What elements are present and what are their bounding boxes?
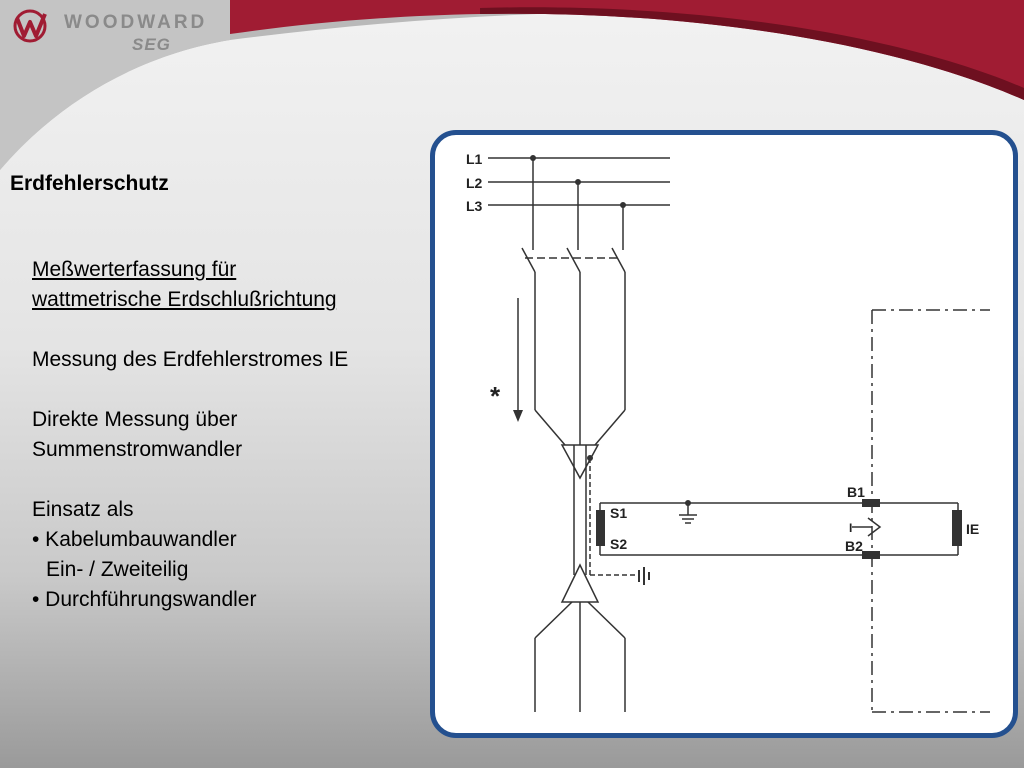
label-ie: IE: [966, 521, 980, 537]
slide-title: Erdfehlerschutz: [10, 172, 169, 195]
label-b1: B1: [847, 484, 865, 500]
label-l1: L1: [466, 151, 483, 167]
sub-brand-name: SEG: [132, 35, 171, 54]
text-line: Messung des Erdfehlerstromes IE: [32, 348, 349, 371]
label-b2: B2: [845, 538, 863, 554]
text-line: wattmetrische Erdschlußrichtung: [32, 288, 337, 311]
text-line: Direkte Messung über: [32, 408, 238, 431]
text-line: Ein- / Zweiteilig: [46, 558, 189, 581]
text-line: Summenstromwandler: [32, 438, 243, 461]
list-item: • Kabelumbauwandler: [32, 528, 237, 551]
text-line: Meßwerterfassung für: [32, 258, 237, 281]
label-l3: L3: [466, 198, 483, 214]
label-l2: L2: [466, 175, 483, 191]
list-item: • Durchführungswandler: [32, 588, 257, 611]
label-star: *: [490, 381, 501, 411]
label-s1: S1: [610, 505, 628, 521]
label-s2: S2: [610, 536, 628, 552]
brand-name: WOODWARD: [64, 12, 208, 33]
text-line: Einsatz als: [32, 498, 134, 521]
label-i: I: [849, 521, 853, 535]
